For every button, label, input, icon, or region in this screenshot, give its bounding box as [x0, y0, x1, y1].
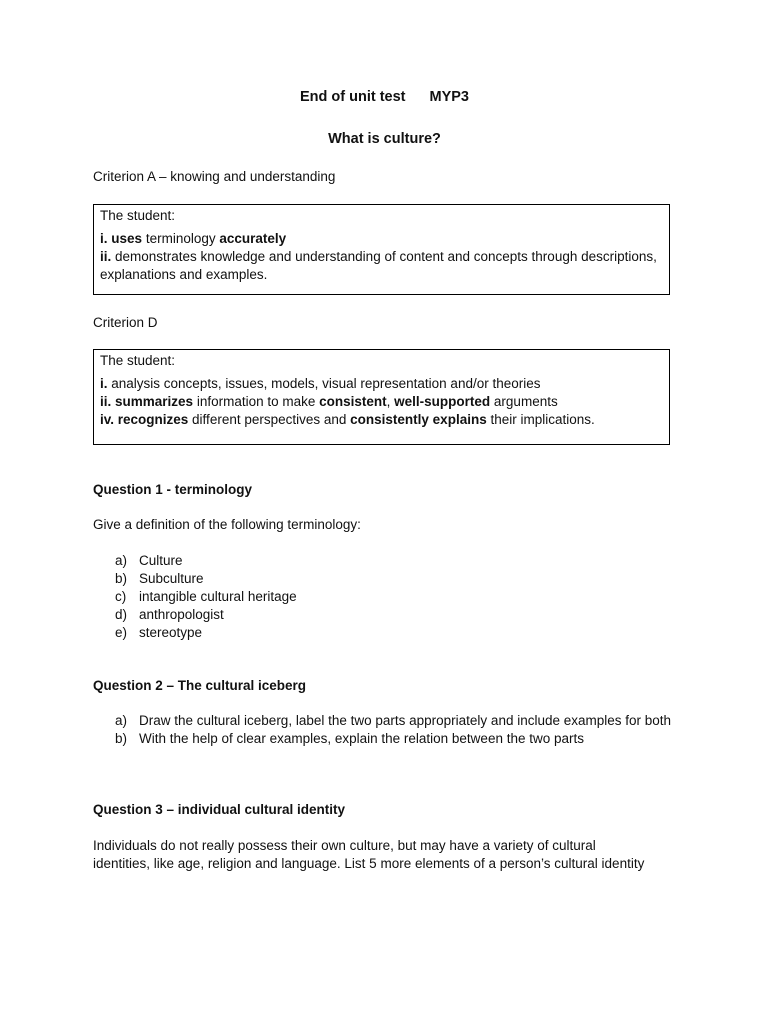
question-3-heading: Question 3 – individual cultural identity [93, 802, 346, 817]
bold-text: consistent [319, 394, 387, 409]
level-text: MYP3 [429, 89, 469, 105]
bold-text: recognizes [114, 412, 189, 427]
list-text: stereotype [139, 625, 203, 640]
text: their implications. [486, 412, 595, 427]
bold-text: consistently explains [350, 412, 487, 427]
list-text: With the help of clear examples, explain the relation between the two parts [139, 731, 584, 746]
bold-text: well-supported [394, 394, 491, 409]
question-1-heading: Question 1 - terminology [93, 482, 253, 497]
question-2-list [115, 712, 680, 748]
criterion-a-box [93, 204, 670, 295]
num: i. [100, 231, 108, 246]
question-3-prompt: Individuals do not really possess their own culture, but may have a variety of cultural identities, like age, religion and language. List 5 more elements of a person’s cultural identity [93, 838, 645, 871]
criterion-d-line-3 [100, 411, 663, 429]
list-text: intangible cultural heritage [139, 589, 297, 604]
question-1-prompt: Give a definition of the following terminology: [93, 517, 361, 532]
text: information to make [193, 394, 320, 409]
list-item [115, 730, 680, 748]
criterion-a-line-2 [100, 248, 663, 284]
list-item [115, 570, 680, 588]
question-2-heading: Question 2 – The cultural iceberg [93, 678, 307, 693]
list-text: Subculture [139, 571, 204, 586]
bold-text: summarizes [111, 394, 194, 409]
num: iv. [100, 412, 115, 427]
list-marker: a) [115, 553, 128, 568]
text: demonstrates knowledge and understanding of content and concepts through descriptions, explanations and examples. [100, 249, 657, 282]
text: analysis concepts, issues, models, visual representation and/or theories [107, 376, 541, 391]
text: , [386, 394, 395, 409]
list-text: Culture [139, 553, 183, 568]
list-item [115, 624, 680, 642]
list-item [115, 712, 680, 730]
text: arguments [490, 394, 558, 409]
bold-text: accurately [219, 231, 287, 246]
criterion-d-line-2 [100, 393, 663, 411]
list-marker: e) [115, 625, 128, 640]
list-item [115, 606, 680, 624]
title-text: End of unit test [299, 89, 406, 105]
criterion-d-intro: The student: [100, 353, 176, 368]
list-marker: c) [115, 589, 127, 604]
bold-text: uses [111, 231, 143, 246]
criterion-d-label: Criterion D [93, 315, 158, 330]
list-item [115, 588, 680, 606]
list-marker: b) [115, 571, 128, 586]
list-item [115, 552, 680, 570]
criterion-d-box [93, 349, 670, 445]
criterion-d-line-1 [100, 375, 663, 393]
num: ii. [100, 394, 112, 409]
list-marker: d) [115, 607, 128, 622]
list-marker: b) [115, 731, 128, 746]
list-text: Draw the cultural iceberg, label the two parts appropriately and include examples for both [139, 713, 672, 728]
criterion-a-label: Criterion A – knowing and understanding [93, 169, 336, 184]
list-marker: a) [115, 713, 128, 728]
criterion-a-line-1 [100, 230, 663, 248]
num: ii. [100, 249, 112, 264]
page-title [93, 89, 676, 105]
text: terminology [142, 231, 220, 246]
question-1-list [115, 552, 680, 642]
text: different perspectives and [188, 412, 351, 427]
page-subtitle: What is culture? [328, 131, 441, 147]
list-text: anthropologist [139, 607, 224, 622]
num: i. [100, 376, 108, 391]
criterion-a-intro: The student: [100, 208, 176, 223]
